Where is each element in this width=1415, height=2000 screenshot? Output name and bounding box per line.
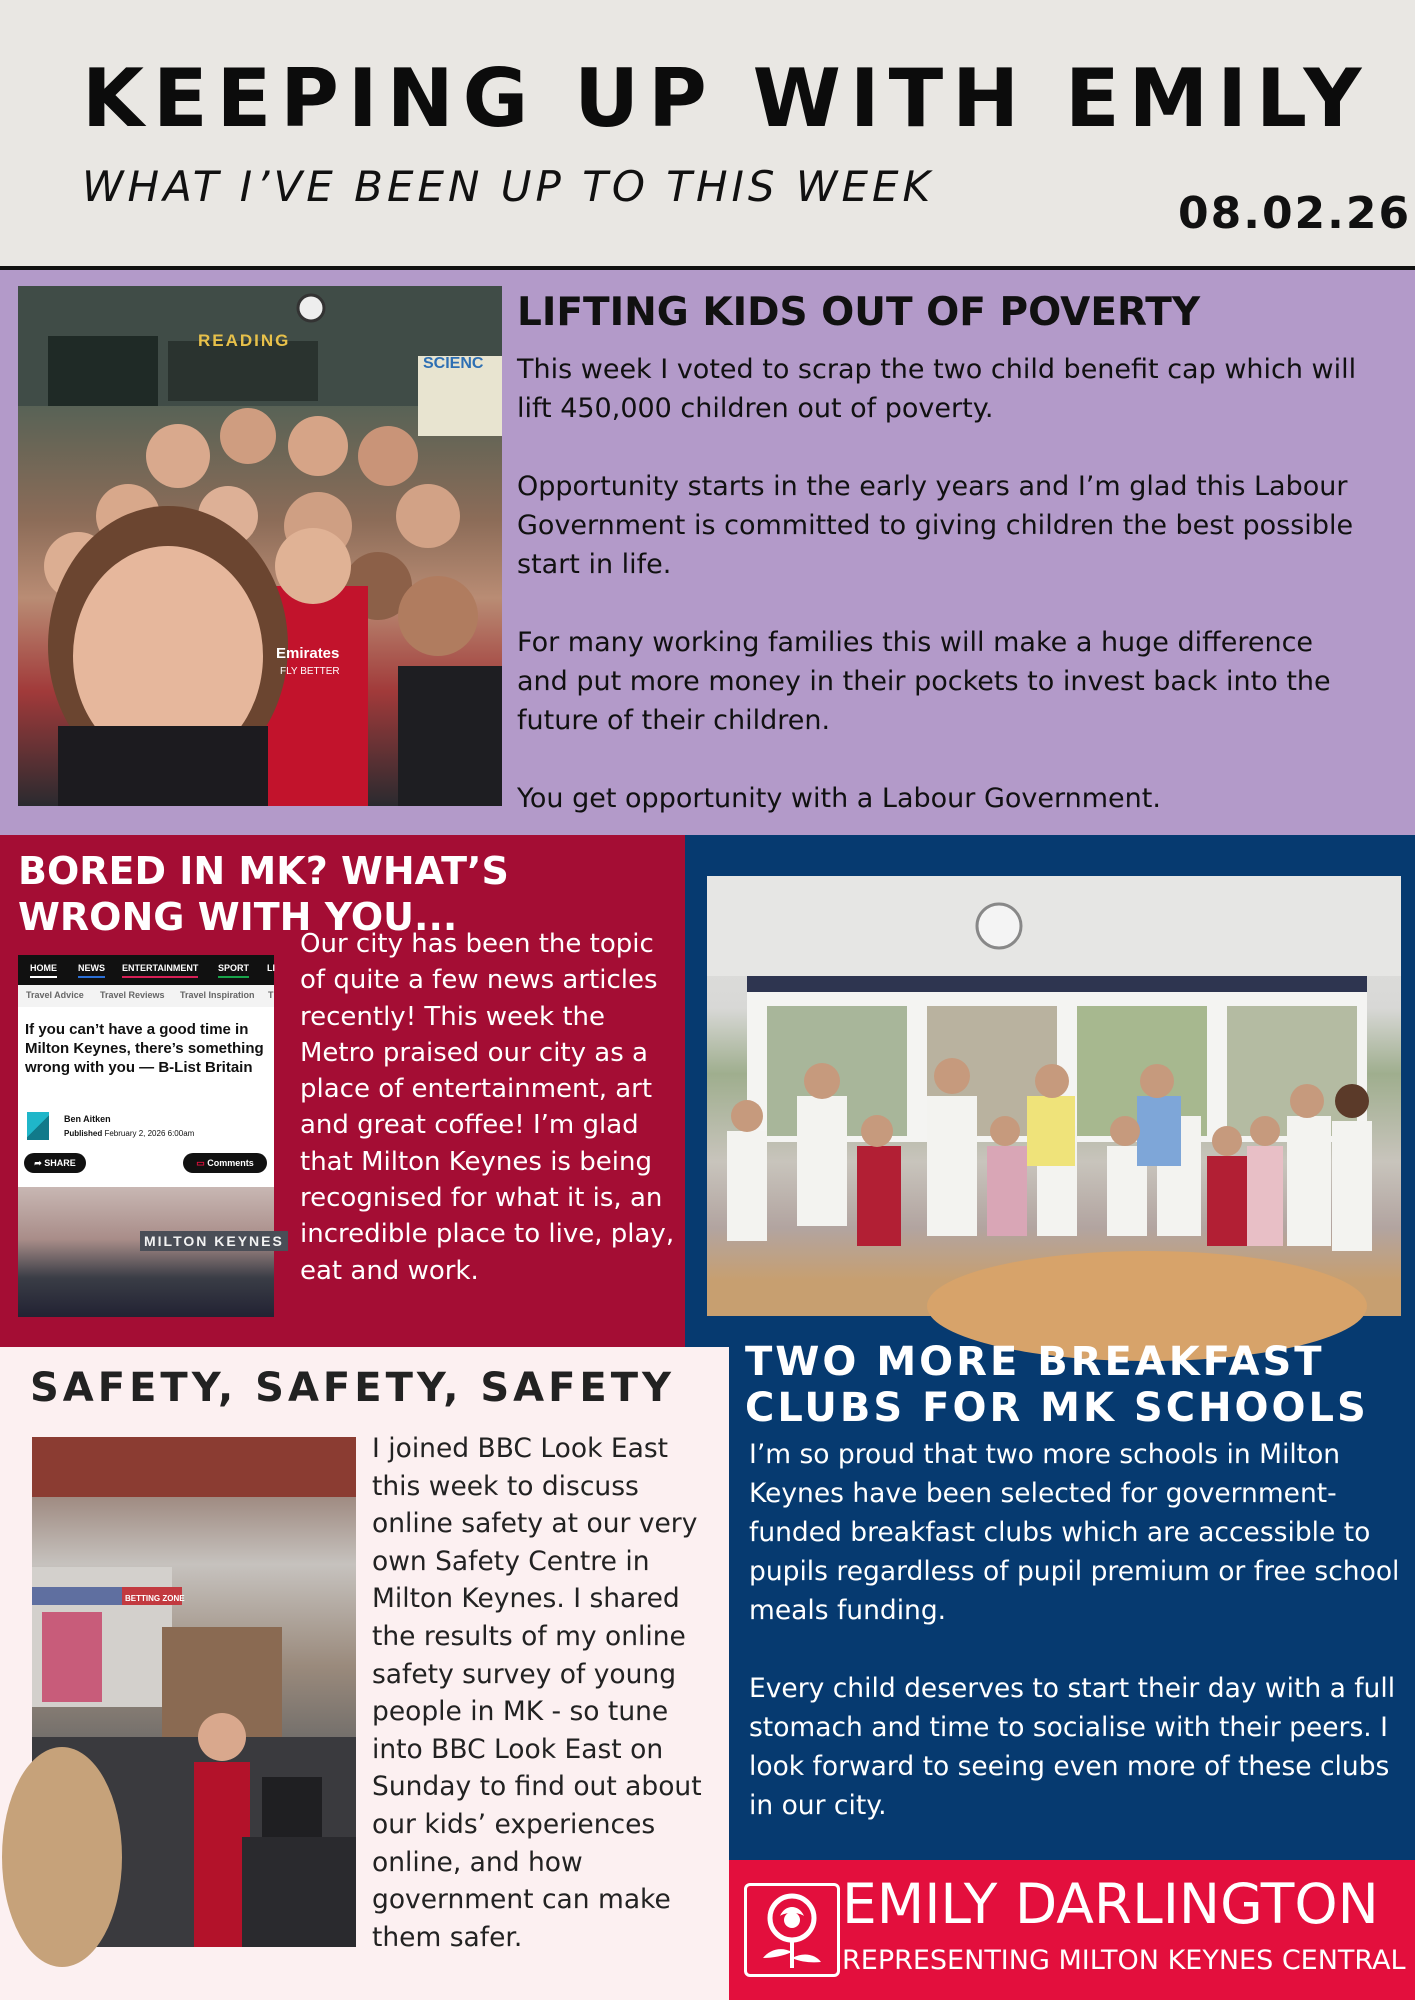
poverty-heading: LIFTING KIDS OUT OF POVERTY [517, 290, 1201, 335]
page-title: KEEPING UP WITH EMILY [82, 52, 1371, 145]
comment-bubble-icon: ▭ [196, 1158, 208, 1168]
milton-keynes-station-photo [18, 1187, 274, 1317]
news-nav-item: HOME [30, 963, 57, 978]
published-date: February 2, 2026 6:00am [104, 1129, 195, 1138]
share-button [24, 1153, 86, 1173]
news-nav-item: ENTERTAINMENT [122, 963, 198, 978]
news-nav-item: LI [267, 963, 275, 973]
school-photo-illustration [707, 876, 1401, 1316]
share-label: SHARE [44, 1158, 76, 1168]
breakfast-paragraph: I’m so proud that two more schools in Milton Keynes have been selected for government-funded breakfast clubs which are accessible to pupils regardless of pupil premium or free school meals funding. [749, 1439, 1400, 1626]
news-headline: If you can’t have a good time in Milton Keynes, there’s something wrong with you — B-List Britain [25, 1021, 264, 1076]
classroom-photo-illustration [18, 286, 502, 806]
footer-tagline: REPRESENTING MILTON KEYNES CENTRAL [842, 1945, 1406, 1976]
poverty-paragraph: Opportunity starts in the early years and I’m glad this Labour Government is committed to giving children the best possible start in life. [517, 471, 1354, 580]
bored-body: Our city has been the topic of quite a few news articles recently! This week the Metro praised our city as a place of entertainment, art and great coffee! I’m glad that Milton Keynes is being recognised for what it is, an incredible place to live, play, eat and work. [300, 929, 675, 1286]
share-arrow-icon: ➦ [34, 1158, 45, 1168]
page-subtitle: WHAT I’VE BEEN UP TO THIS WEEK [82, 162, 935, 211]
poverty-paragraph: For many working families this will make a huge difference and put more money in their pockets to invest back into the future of their children. [517, 627, 1331, 736]
news-subnav-item: T [268, 990, 274, 1000]
safety-body: I joined BBC Look East this week to discuss online safety at our very own Safety Centre in Milton Keynes. I shared the results of my online safety survey of young people in MK - so tune into BBC Look East on Sunday to find out about our kids’ experiences online, and how government can make them safer. [372, 1433, 702, 1953]
breakfast-paragraph: Every child deserves to start their day with a full stomach and time to socialise with their peers. I look forward to seeing even more of these clubs in our city. [749, 1673, 1396, 1821]
shirt-sponsor-text: Emirates [276, 645, 340, 662]
news-subnav-item: Travel Inspiration [180, 990, 255, 1000]
classroom-selfie-photo [18, 286, 502, 806]
classroom-science-sign: SCIENC [423, 355, 484, 372]
breakfast-body [749, 1435, 1409, 1864]
milton-keynes-sign: MILTON KEYNES [140, 1231, 288, 1251]
betting-zone-sign: BETTING ZONE [125, 1594, 185, 1603]
news-nav-bar [18, 955, 274, 985]
issue-date: 08.02.26 [1178, 188, 1412, 239]
footer-name: EMILY DARLINGTON [842, 1872, 1379, 1936]
safety-heading: SAFETY, SAFETY, SAFETY [30, 1365, 675, 1411]
news-author: Ben Aitken [64, 1114, 111, 1124]
news-nav-item: NEWS [78, 963, 105, 978]
news-subnav-item: Travel Reviews [100, 990, 165, 1000]
news-published [64, 1129, 194, 1138]
breakfast-club-group-photo [707, 876, 1401, 1316]
comments-button [183, 1153, 267, 1173]
labour-rose-icon [744, 1883, 840, 1977]
author-avatar-icon [27, 1112, 49, 1140]
classroom-reading-sign: READING [198, 331, 291, 350]
comments-label: Comments [207, 1158, 254, 1168]
breakfast-heading: TWO MORE BREAKFAST CLUBS FOR MK SCHOOLS [745, 1339, 1369, 1431]
published-label: Published [64, 1129, 103, 1138]
bored-heading: BORED IN MK? WHAT’S WRONG WITH YOU... [18, 849, 509, 939]
news-subnav-item: Travel Advice [26, 990, 84, 1000]
safety-centre-interview-photo [32, 1437, 356, 1947]
shirt-tagline-text: FLY BETTER [280, 666, 340, 677]
poverty-body [517, 350, 1367, 857]
poverty-paragraph: You get opportunity with a Labour Government. [517, 783, 1161, 814]
news-subnav-bar [18, 985, 274, 1007]
news-nav-item: SPORT [218, 963, 249, 978]
news-article-screenshot [18, 955, 284, 1317]
safety-photo-illustration [32, 1437, 356, 1947]
poverty-paragraph: This week I voted to scrap the two child benefit cap which will lift 450,000 children out of poverty. [517, 354, 1357, 424]
